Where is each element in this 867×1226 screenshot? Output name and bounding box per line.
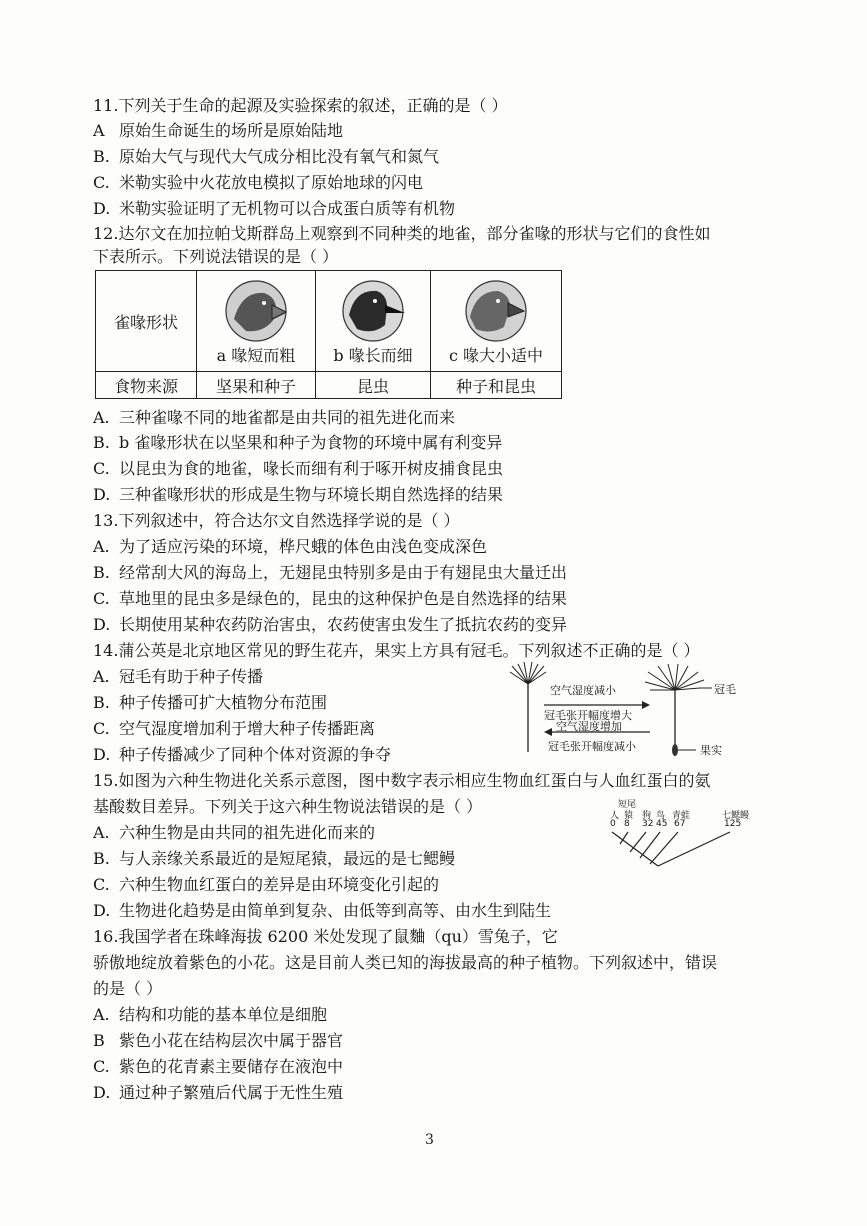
q16-option-b: B 紫色小花在结构层次中属于器官 <box>93 1031 344 1050</box>
diff-bird: 45 <box>656 819 668 829</box>
q15-option-a: A. 六种生物是由共同的祖先进化而来的 <box>93 823 376 842</box>
q11-option-b: B. 原始大气与现代大气成分相比没有氧气和氮气 <box>93 147 440 166</box>
taxon-bird: 鸟 <box>656 811 666 821</box>
q12-option-d: D. 三种雀喙形状的形成是生物与环境长期自然选择的结果 <box>93 485 504 504</box>
phylogeny-figure <box>600 800 770 870</box>
beak-cell-a <box>197 271 316 372</box>
food-b: 昆虫 <box>316 372 431 399</box>
beak-a-label: a 喙短而粗 <box>216 346 296 365</box>
q16-stem-line1: 16.我国学者在珠峰海拔 6200 米处发现了鼠麯（qu）雪兔子，它 <box>93 927 558 946</box>
q12-option-a: A. 三种雀喙不同的地雀都是由共同的祖先进化而来 <box>93 408 456 427</box>
taxon-human: 人 <box>610 811 620 821</box>
diff-dog: 32 <box>642 819 654 829</box>
page-number: 3 <box>425 1132 434 1148</box>
taxon-frog: 青蛙 <box>672 811 691 821</box>
food-source-header: 食物来源 <box>96 372 197 399</box>
q12-option-c: C. 以昆虫为食的地雀，喙长而细有利于啄开树皮捕食昆虫 <box>93 459 504 478</box>
dandelion-figure <box>500 660 770 760</box>
q15-stem-line1: 15.如图为六种生物进化关系示意图，图中数字表示相应生物血红蛋白与人血红蛋白的氨 <box>93 771 711 790</box>
beak-table <box>95 270 562 399</box>
q12-stem-line1: 12.达尔文在加拉帕戈斯群岛上观察到不同种类的地雀，部分雀喙的形状与它们的食性如 <box>93 224 711 243</box>
beak-b-label: b 喙长而细 <box>333 346 413 365</box>
arrow1-humidity: 空气湿度减小 <box>550 684 616 697</box>
finch-a-image <box>224 279 288 343</box>
diff-lamprey: 125 <box>724 819 742 829</box>
fruit-label: 果实 <box>700 744 722 757</box>
finch-c-image <box>464 279 528 343</box>
diff-human: 0 <box>610 819 616 829</box>
taxon-short-tail: 短尾 <box>618 800 637 810</box>
beak-c-label: c 喙大小适中 <box>448 346 544 365</box>
q11-option-c: C. 米勒实验中火花放电模拟了原始地球的闪电 <box>93 173 424 192</box>
beak-shape-header: 雀喙形状 <box>96 271 197 372</box>
food-a: 坚果和种子 <box>197 372 316 399</box>
beak-cell-b <box>316 271 431 372</box>
phylogeny-tree <box>600 800 770 870</box>
q11-option-d: D. 米勒实验证明了无机物可以合成蛋白质等有机物 <box>93 199 456 218</box>
arrow2-pappus: 冠毛张开幅度减小 <box>548 740 636 753</box>
q13-option-d: D. 长期使用某种农药防治害虫，农药使害虫发生了抵抗农药的变异 <box>93 615 568 634</box>
q13-option-c: C. 草地里的昆虫多是绿色的，昆虫的这种保护色是自然选择的结果 <box>93 589 568 608</box>
q14-option-c: C. 空气湿度增加利于增大种子传播距离 <box>93 719 376 738</box>
pappus-label: 冠毛 <box>714 683 736 696</box>
q11-stem: 11.下列关于生命的起源及实验探索的叙述，正确的是（ ） <box>93 96 508 115</box>
taxon-dog: 狗 <box>642 811 652 821</box>
q16-option-d: D. 通过种子繁殖后代属于无性生殖 <box>93 1083 344 1102</box>
finch-b-image <box>341 279 405 343</box>
q14-option-a: A. 冠毛有助于种子传播 <box>93 667 264 686</box>
q11-option-a: A 原始生命诞生的场所是原始陆地 <box>93 121 344 140</box>
arrow1-pappus: 冠毛张开幅度增大 <box>544 709 632 722</box>
beak-cell-c <box>431 271 562 372</box>
q13-option-b: B. 经常刮大风的海岛上，无翅昆虫特别多是由于有翅昆虫大量迁出 <box>93 563 568 582</box>
q13-option-a: A. 为了适应污染的环境，桦尺蛾的体色由浅色变成深色 <box>93 537 488 556</box>
arrow2-humidity: 空气湿度增加 <box>556 720 622 733</box>
q14-option-b: B. 种子传播可扩大植物分布范围 <box>93 693 328 712</box>
q16-stem-line3: 的是（ ） <box>93 979 163 998</box>
taxon-ape: 猿 <box>624 811 634 821</box>
q16-option-a: A. 结构和功能的基本单位是细胞 <box>93 1005 328 1024</box>
q14-stem: 14.蒲公英是北京地区常见的野生花卉，果实上方具有冠毛。下列叙述不正确的是（ ） <box>93 641 700 660</box>
q12-stem-line2: 下表所示。下列说法错误的是（ ） <box>93 247 339 266</box>
q15-option-b: B. 与人亲缘关系最近的是短尾猿，最远的是七鳃鳗 <box>93 849 456 868</box>
q12-option-b: B. b 雀喙形状在以坚果和种子为食物的环境中属有利变异 <box>93 433 503 452</box>
q14-option-d: D. 种子传播减少了同种个体对资源的争夺 <box>93 745 392 764</box>
food-c: 种子和昆虫 <box>431 372 562 399</box>
q16-stem-line2: 骄傲地绽放着紫色的小花。这是目前人类已知的海拔最高的种子植物。下列叙述中，错误 <box>93 953 718 972</box>
q13-stem: 13.下列叙述中，符合达尔文自然选择学说的是（ ） <box>93 511 460 530</box>
q15-option-c: C. 六种生物血红蛋白的差异是由环境变化引起的 <box>93 875 440 894</box>
diff-ape: 8 <box>624 819 630 829</box>
taxon-lamprey: 七鳃鳗 <box>722 811 750 821</box>
q16-option-c: C. 紫色的花青素主要储存在液泡中 <box>93 1057 344 1076</box>
q15-option-d: D. 生物进化趋势是由简单到复杂、由低等到高等、由水生到陆生 <box>93 901 552 920</box>
diff-frog: 67 <box>674 819 686 829</box>
q15-stem-line2: 基酸数目差异。下列关于这六种生物说法错误的是（ ） <box>93 797 483 816</box>
